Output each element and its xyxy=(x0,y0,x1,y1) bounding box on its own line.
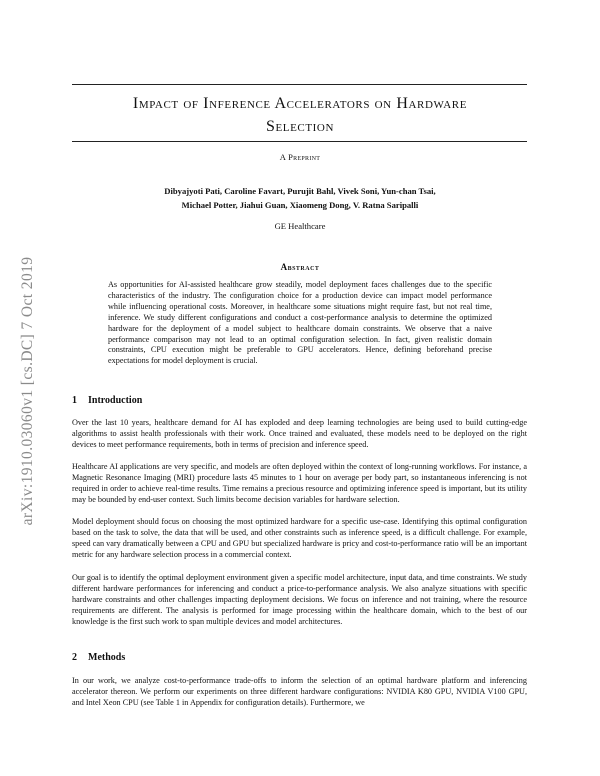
section-title: Introduction xyxy=(88,395,143,406)
paper-title xyxy=(60,92,540,138)
section-title: Methods xyxy=(88,652,126,663)
affiliation: GE Healthcare xyxy=(274,221,326,231)
paragraph: Healthcare AI applications are very specific, and models are often deployed within the context of long-running workflows. For instance, a Magnetic Resonance Imaging (MRI) procedure lasts 45 minutes to 1 hour on average per body part, so instantaneous inferencing is not required in order to achieve real-time results. Time remains a precious resource and optimizing inference speed is important, but its utility may be bounded by end-user context. Such limits become decision variables for hardware selection. xyxy=(72,462,527,504)
author-list xyxy=(90,184,510,212)
arxiv-identifier-stamp: arXiv:1910.03060v1 [cs.DC] 7 Oct 2019 xyxy=(19,256,36,526)
section-number: 2 xyxy=(72,652,77,663)
paragraph: Model deployment should focus on choosing the most optimized hardware for a specific use-case. Identifying this optimal configuration based on the task to solve, the data that will be used, and other constraints such as inference speed, is a difficult challenge. For example, speed can vary dramatically between a CPU and GPU but specialized hardware is pricy and cost-to-performance ratio will be an important metric for any hardware selection process in a commercial context. xyxy=(72,517,527,559)
paper-title-line-2: Selection xyxy=(265,118,335,135)
author-line-1: Dibyajyoti Pati, Caroline Favart, Purujit Bahl, Vivek Soni, Yun-chan Tsai, xyxy=(164,186,436,196)
paragraph: In our work, we analyze cost-to-performance trade-offs to inform the selection of an optimal hardware platform and inferencing accelerator thereon. We perform our experiments on three different hardware configurations: NVIDIA K80 GPU, NVIDIA V100 GPU, and Intel Xeon CPU (see Table 1 in Appendix for configuration details). Furthermore, we xyxy=(72,676,527,707)
abstract-heading: Abstract xyxy=(280,262,320,272)
title-bottom-rule xyxy=(72,141,527,142)
section-number: 1 xyxy=(72,395,77,406)
paragraph: Our goal is to identify the optimal deployment environment given a specific model architecture, input data, and time constraints. We study different hardware performances for inferencing and conduct a price-to-performance analysis. We also analyze situations with specific hardware constraints and other challenges impacting deployment decisions. We focus on inference and not training, where the resource requirements are different. The analysis is performed for image processing within the healthcare domain, which to the best of our knowledge is the first such work to span multiple devices and model architectures. xyxy=(72,573,527,626)
author-line-2: Michael Potter, Jiahui Guan, Xiaomeng Dong, V. Ratna Saripalli xyxy=(181,200,419,210)
title-top-rule xyxy=(72,84,527,85)
paragraph: Over the last 10 years, healthcare demand for AI has exploded and deep learning technologies are being used to build cutting-edge algorithms to assist health professionals with their work. Once trained and evaluated, these models need to be deployed on the right devices to meet performance requirements, both in terms of precision and inference speed. xyxy=(72,418,527,449)
abstract-text: As opportunities for AI-assisted healthcare grow steadily, model deployment faces challenges due to the specific characteristics of the industry. The configuration choice for a production device can impact model performance while influencing operational costs. Moreover, in healthcare some situations might require fast, but not real time, inference. We study different configurations and conduct a cost-performance analysis to determine the optimized hardware for the deployment of a model subject to healthcare domain constraints. We observe that a naive performance comparison may not lead to an optimal configuration selection. In fact, given realistic domain constraints, CPU execution might be preferable to GPU accelerators. Hence, defining beforehand precise expectations for model deployment is crucial. xyxy=(108,280,492,366)
preprint-label: A Preprint xyxy=(279,152,321,162)
paper-title-line-1: Impact of Inference Accelerators on Hardware xyxy=(132,95,468,112)
section-heading-introduction xyxy=(72,395,527,406)
section-heading-methods xyxy=(72,652,527,663)
